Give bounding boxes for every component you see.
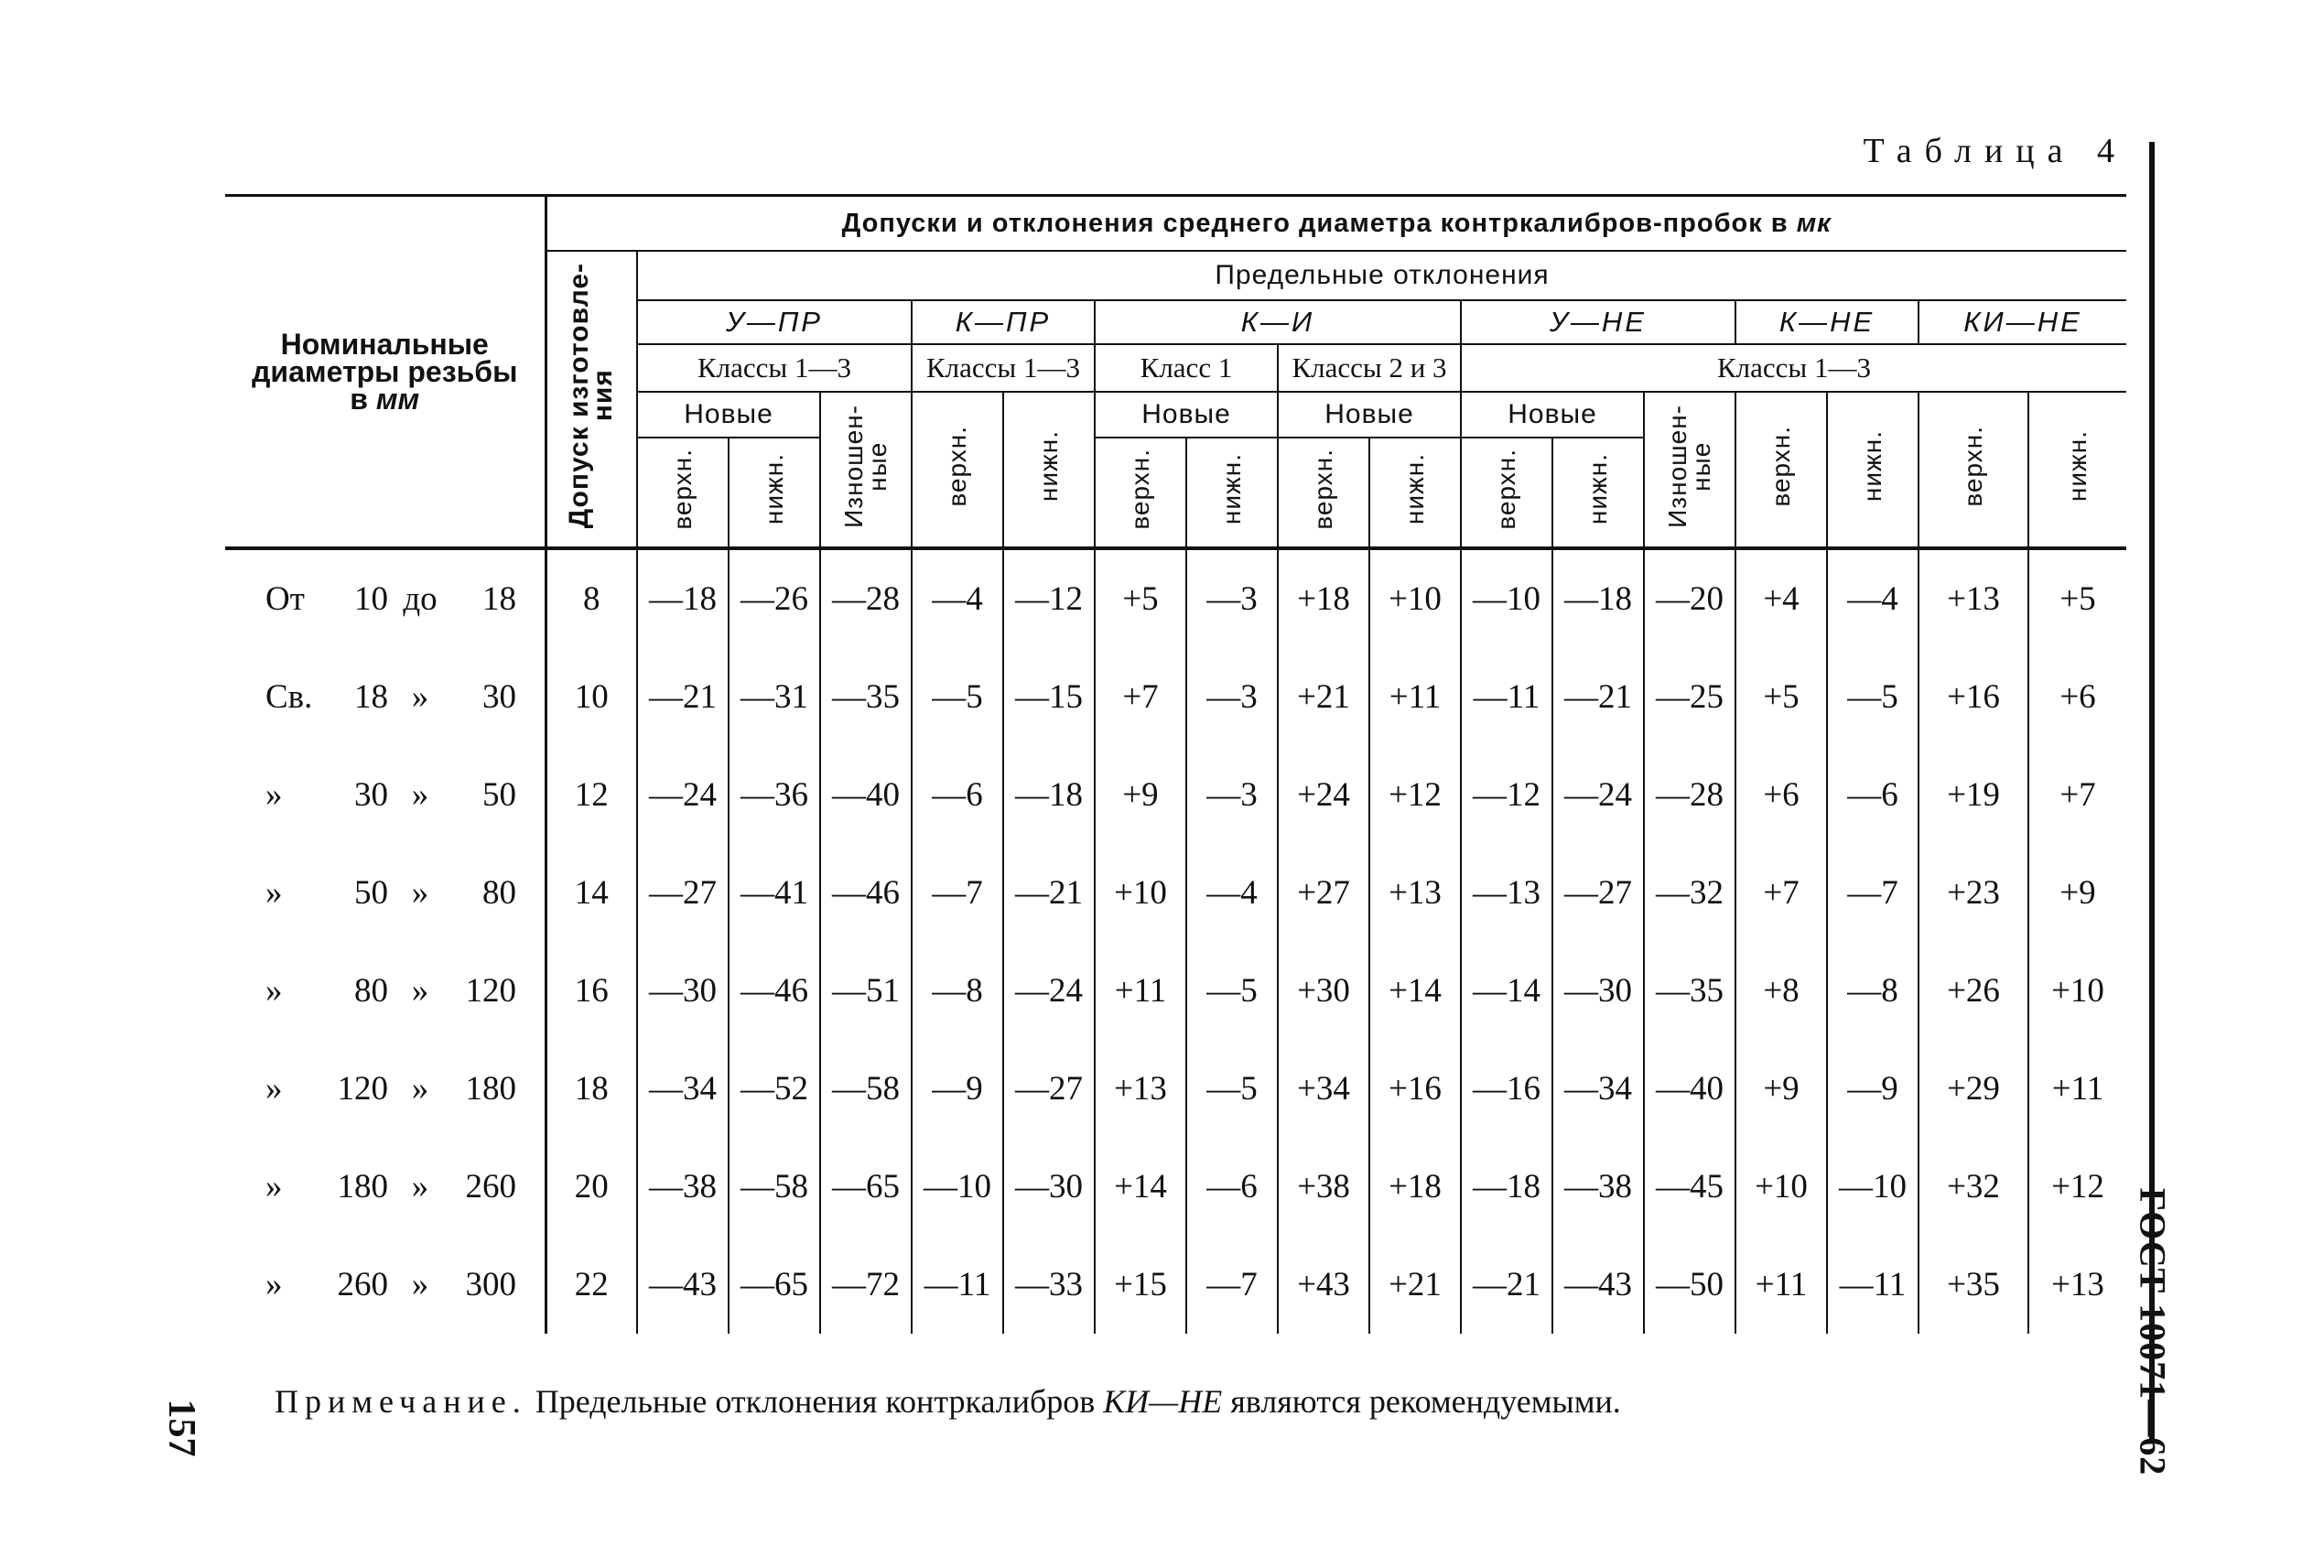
diameter-mid: до — [403, 580, 438, 618]
diameter-from: 18 — [354, 678, 388, 716]
deviation-cell: +6 — [2028, 648, 2126, 746]
deviation-cell: —27 — [637, 844, 729, 942]
diameter-from: 30 — [354, 776, 388, 814]
deviation-cell: —35 — [1644, 942, 1735, 1040]
k-ne-upper-header: верхн. — [1735, 392, 1827, 548]
deviation-cell: —38 — [637, 1138, 729, 1236]
k-pr-upper-header: верхн. — [912, 392, 1003, 548]
deviation-cell: —26 — [729, 548, 820, 648]
deviation-cell: +21 — [1369, 1236, 1461, 1334]
tolerance-cell: 18 — [546, 1040, 637, 1138]
diameter-prefix: » — [265, 1168, 283, 1206]
k-i-c23-upper-header: верхн. — [1278, 438, 1369, 548]
deviation-cell: +16 — [1919, 648, 2028, 746]
diameter-to: 260 — [465, 1168, 516, 1206]
deviation-cell: —34 — [637, 1040, 729, 1138]
diameter-prefix: От — [265, 580, 305, 618]
deviation-cell: —50 — [1644, 1236, 1735, 1334]
deviation-cell: —10 — [912, 1138, 1003, 1236]
deviation-cell: +11 — [1369, 648, 1461, 746]
deviation-cell: +7 — [1095, 648, 1186, 746]
k-i-c1-upper-header: верхн. — [1095, 438, 1186, 548]
deviation-cell: —31 — [729, 648, 820, 746]
deviation-cell: +5 — [2028, 548, 2126, 648]
deviation-cell: +7 — [1735, 844, 1827, 942]
diameter-prefix: Св. — [265, 678, 313, 716]
diameter-from: 10 — [354, 580, 388, 618]
deviation-cell: +6 — [1735, 746, 1827, 844]
deviation-cell: +34 — [1278, 1040, 1369, 1138]
deviation-cell: —18 — [1552, 548, 1644, 648]
deviation-cell: —40 — [1644, 1040, 1735, 1138]
deviation-cell: —3 — [1186, 746, 1278, 844]
deviation-cell: —11 — [1461, 648, 1552, 746]
deviation-cell: —12 — [1003, 548, 1095, 648]
deviation-cell: —58 — [729, 1138, 820, 1236]
deviation-cell: —25 — [1644, 648, 1735, 746]
ki-ne-upper-header: верхн. — [1919, 392, 2028, 548]
deviation-cell: —21 — [1461, 1236, 1552, 1334]
diameter-to: 120 — [465, 972, 516, 1010]
deviation-cell: —52 — [729, 1040, 820, 1138]
deviation-cell: —10 — [1461, 548, 1552, 648]
group-k-pr: К—ПР — [912, 300, 1095, 344]
group-k-ne: К—НЕ — [1735, 300, 1919, 344]
diameter-from: 50 — [354, 874, 388, 912]
page-number: 157 — [160, 1399, 202, 1457]
standard-designation: ГОСТ 10071—62 — [2132, 1187, 2174, 1476]
deviation-cell: —33 — [1003, 1236, 1095, 1334]
diameter-range-cell — [225, 648, 546, 746]
ki-ne-lower-header: нижн. — [2028, 392, 2126, 548]
deviation-cell: +32 — [1919, 1138, 2028, 1236]
table-note — [275, 1382, 1621, 1421]
deviation-cell: —27 — [1003, 1040, 1095, 1138]
page-number-box — [154, 1382, 209, 1474]
tolerance-cell: 12 — [546, 746, 637, 844]
diameter-to: 30 — [482, 678, 516, 716]
new-u-pr: Новые — [637, 392, 820, 438]
group-k-i: К—И — [1095, 300, 1461, 344]
table-row — [225, 1138, 2126, 1236]
deviation-cell: —35 — [820, 648, 912, 746]
diameter-from: 260 — [337, 1266, 388, 1303]
diameter-to: 80 — [482, 874, 516, 912]
new-u-ne: Новые — [1461, 392, 1644, 438]
deviation-cell: —9 — [912, 1040, 1003, 1138]
deviation-cell: —45 — [1644, 1138, 1735, 1236]
deviation-cell: —14 — [1461, 942, 1552, 1040]
deviation-cell: +10 — [1095, 844, 1186, 942]
deviation-cell: —10 — [1827, 1138, 1919, 1236]
u-pr-lower-header: нижн. — [729, 438, 820, 548]
diameters-header-line3: в мм — [350, 383, 420, 416]
main-title-header: Допуски и отклонения среднего диаметра контркалибров-пробок в мк — [546, 196, 2126, 252]
deviation-cell: —11 — [912, 1236, 1003, 1334]
deviation-cell: —7 — [912, 844, 1003, 942]
classes-u-pr: Классы 1—3 — [637, 344, 912, 392]
deviation-cell: —28 — [1644, 746, 1735, 844]
table-row — [225, 1236, 2126, 1334]
deviation-cell: —30 — [1003, 1138, 1095, 1236]
deviation-cell: +43 — [1278, 1236, 1369, 1334]
k-i-c23-lower-header: нижн. — [1369, 438, 1461, 548]
deviation-cell: —18 — [1003, 746, 1095, 844]
deviation-cell: —9 — [1827, 1040, 1919, 1138]
diameter-mid: » — [411, 972, 429, 1010]
deviation-cell: +24 — [1278, 746, 1369, 844]
main-title-unit: мк — [1796, 208, 1832, 238]
diameter-from: 80 — [354, 972, 388, 1010]
deviation-cell: —72 — [820, 1236, 912, 1334]
diameter-prefix: » — [265, 972, 283, 1010]
diameter-to: 50 — [482, 776, 516, 814]
table-row — [225, 844, 2126, 942]
deviation-cell: —3 — [1186, 548, 1278, 648]
deviation-cell: —34 — [1552, 1040, 1644, 1138]
k-i-c1-lower-header: нижн. — [1186, 438, 1278, 548]
deviation-cell: —12 — [1461, 746, 1552, 844]
deviation-cell: +26 — [1919, 942, 2028, 1040]
deviation-cell: —24 — [1003, 942, 1095, 1040]
note-text-2: являются рекомендуемыми. — [1230, 1383, 1621, 1420]
deviation-cell: —5 — [1186, 1040, 1278, 1138]
deviation-cell: +30 — [1278, 942, 1369, 1040]
deviation-cell: —4 — [912, 548, 1003, 648]
note-lead: Примечание. — [275, 1383, 527, 1420]
deviation-cell: +4 — [1735, 548, 1827, 648]
deviation-cell: +15 — [1095, 1236, 1186, 1334]
u-ne-lower-header: нижн. — [1552, 438, 1644, 548]
deviation-cell: —5 — [1186, 942, 1278, 1040]
k-pr-lower-header: нижн. — [1003, 392, 1095, 548]
diameter-mid: » — [411, 1070, 429, 1108]
deviation-cell: +10 — [1369, 548, 1461, 648]
diameter-mid: » — [411, 1266, 429, 1303]
diameter-to: 180 — [465, 1070, 516, 1108]
deviation-cell: +18 — [1278, 548, 1369, 648]
deviation-cell: —43 — [1552, 1236, 1644, 1334]
diameter-range-cell — [225, 746, 546, 844]
deviation-cell: —6 — [1827, 746, 1919, 844]
deviation-cell: —28 — [820, 548, 912, 648]
u-pr-upper-header: верхн. — [637, 438, 729, 548]
deviation-cell: —36 — [729, 746, 820, 844]
diameter-range-cell — [225, 844, 546, 942]
deviation-cell: —40 — [820, 746, 912, 844]
deviation-cell: —3 — [1186, 648, 1278, 746]
tolerance-table — [225, 194, 2126, 1334]
diameter-range-cell — [225, 1236, 546, 1334]
diameter-to: 300 — [465, 1266, 516, 1303]
deviation-cell: +9 — [1735, 1040, 1827, 1138]
deviation-cell: +11 — [2028, 1040, 2126, 1138]
new-k-i-class23: Новые — [1278, 392, 1461, 438]
deviation-cell: +29 — [1919, 1040, 2028, 1138]
k-ne-lower-header: нижн. — [1827, 392, 1919, 548]
deviation-cell: +7 — [2028, 746, 2126, 844]
tolerance-cell: 10 — [546, 648, 637, 746]
limits-header: Предельные отклонения — [637, 251, 2126, 300]
deviation-cell: —7 — [1827, 844, 1919, 942]
standard-side-title — [2132, 1187, 2174, 1476]
deviation-cell: —18 — [1461, 1138, 1552, 1236]
table-row — [225, 746, 2126, 844]
table-body — [225, 548, 2126, 1334]
deviation-cell: +16 — [1369, 1040, 1461, 1138]
table-row — [225, 1040, 2126, 1138]
diameter-mid: » — [411, 678, 429, 716]
deviation-cell: —46 — [729, 942, 820, 1040]
worn-u-ne-header: Изношен- ные — [1644, 392, 1735, 548]
deviation-cell: —21 — [1003, 844, 1095, 942]
diameter-mid: » — [411, 776, 429, 814]
diameter-from: 120 — [337, 1070, 388, 1108]
table-row — [225, 648, 2126, 746]
deviation-cell: +8 — [1735, 942, 1827, 1040]
deviation-cell: —46 — [820, 844, 912, 942]
deviation-cell: +12 — [1369, 746, 1461, 844]
deviation-cell: —13 — [1461, 844, 1552, 942]
group-u-pr: У—ПР — [637, 300, 912, 344]
deviation-cell: +10 — [1735, 1138, 1827, 1236]
tolerance-cell: 16 — [546, 942, 637, 1040]
diameters-header-line2: диаметры резьбы — [252, 355, 518, 388]
deviation-cell: +38 — [1278, 1138, 1369, 1236]
tolerance-cell: 14 — [546, 844, 637, 942]
deviation-cell: —24 — [637, 746, 729, 844]
diameter-from: 180 — [337, 1168, 388, 1206]
tolerance-column-label: Допуск изготовле- ния — [564, 263, 619, 529]
deviation-cell: —4 — [1827, 548, 1919, 648]
deviation-cell: +13 — [1369, 844, 1461, 942]
table-row — [225, 548, 2126, 648]
deviation-cell: +9 — [1095, 746, 1186, 844]
deviation-cell: —58 — [820, 1040, 912, 1138]
deviation-cell: +11 — [1735, 1236, 1827, 1334]
deviation-cell: —11 — [1827, 1236, 1919, 1334]
diameter-mid: » — [411, 1168, 429, 1206]
diameter-range-cell — [225, 548, 546, 648]
diameter-prefix: » — [265, 874, 283, 912]
deviation-cell: —65 — [820, 1138, 912, 1236]
deviation-cell: +12 — [2028, 1138, 2126, 1236]
deviation-cell: +13 — [2028, 1236, 2126, 1334]
deviation-cell: —6 — [912, 746, 1003, 844]
diameters-header-line1: Номинальные — [280, 328, 489, 361]
class-1-k-i: Класс 1 — [1095, 344, 1278, 392]
deviation-cell: —24 — [1552, 746, 1644, 844]
table-caption: Таблица 4 — [1863, 132, 2127, 170]
group-u-ne: У—НЕ — [1461, 300, 1735, 344]
deviation-cell: —21 — [1552, 648, 1644, 746]
tolerance-column-header — [546, 251, 637, 548]
group-ki-ne: КИ—НЕ — [1919, 300, 2126, 344]
diameter-range-cell — [225, 1138, 546, 1236]
deviation-cell: —5 — [1827, 648, 1919, 746]
deviation-cell: +13 — [1095, 1040, 1186, 1138]
classes-k-pr: Классы 1—3 — [912, 344, 1095, 392]
deviation-cell: +5 — [1095, 548, 1186, 648]
deviation-cell: —43 — [637, 1236, 729, 1334]
diameters-unit: мм — [375, 383, 420, 416]
deviation-cell: +19 — [1919, 746, 2028, 844]
classes-ne: Классы 1—3 — [1461, 344, 2126, 392]
deviation-cell: +35 — [1919, 1236, 2028, 1334]
deviation-cell: —32 — [1644, 844, 1735, 942]
deviation-cell: +9 — [2028, 844, 2126, 942]
table-row — [225, 942, 2126, 1040]
deviation-cell: —16 — [1461, 1040, 1552, 1138]
deviation-cell: +10 — [2028, 942, 2126, 1040]
u-ne-upper-header: верхн. — [1461, 438, 1552, 548]
deviation-cell: —6 — [1186, 1138, 1278, 1236]
deviation-cell: —20 — [1644, 548, 1735, 648]
deviation-cell: —30 — [1552, 942, 1644, 1040]
deviation-cell: —38 — [1552, 1138, 1644, 1236]
diameter-to: 18 — [482, 580, 516, 618]
deviation-cell: —65 — [729, 1236, 820, 1334]
deviation-cell: —8 — [912, 942, 1003, 1040]
deviation-cell: +11 — [1095, 942, 1186, 1040]
diameters-header — [225, 196, 546, 549]
diameter-prefix: » — [265, 1266, 283, 1303]
diameter-prefix: » — [265, 1070, 283, 1108]
note-text-1: Предельные отклонения контркалибров — [535, 1383, 1096, 1420]
deviation-cell: —51 — [820, 942, 912, 1040]
deviation-cell: +5 — [1735, 648, 1827, 746]
deviation-cell: +14 — [1095, 1138, 1186, 1236]
diameter-mid: » — [411, 874, 429, 912]
deviation-cell: —18 — [637, 548, 729, 648]
deviation-cell: —4 — [1186, 844, 1278, 942]
deviation-cell: +23 — [1919, 844, 2028, 942]
tolerance-cell: 22 — [546, 1236, 637, 1334]
deviation-cell: +18 — [1369, 1138, 1461, 1236]
deviation-cell: +14 — [1369, 942, 1461, 1040]
note-emphasis: КИ—НЕ — [1103, 1383, 1223, 1420]
deviation-cell: —41 — [729, 844, 820, 942]
deviation-cell: —21 — [637, 648, 729, 746]
new-k-i-class1: Новые — [1095, 392, 1278, 438]
deviation-cell: —15 — [1003, 648, 1095, 746]
worn-u-pr-header: Изношен- ные — [820, 392, 912, 548]
deviation-cell: +21 — [1278, 648, 1369, 746]
diameter-range-cell — [225, 1040, 546, 1138]
deviation-cell: +13 — [1919, 548, 2028, 648]
diameter-prefix: » — [265, 776, 283, 814]
deviation-cell: —7 — [1186, 1236, 1278, 1334]
deviation-cell: —27 — [1552, 844, 1644, 942]
tolerance-cell: 8 — [546, 548, 637, 648]
diameter-range-cell — [225, 942, 546, 1040]
deviation-cell: —30 — [637, 942, 729, 1040]
tolerance-cell: 20 — [546, 1138, 637, 1236]
deviation-cell: +27 — [1278, 844, 1369, 942]
deviation-cell: —8 — [1827, 942, 1919, 1040]
classes-2-3-k-i: Классы 2 и 3 — [1278, 344, 1461, 392]
deviation-cell: —5 — [912, 648, 1003, 746]
